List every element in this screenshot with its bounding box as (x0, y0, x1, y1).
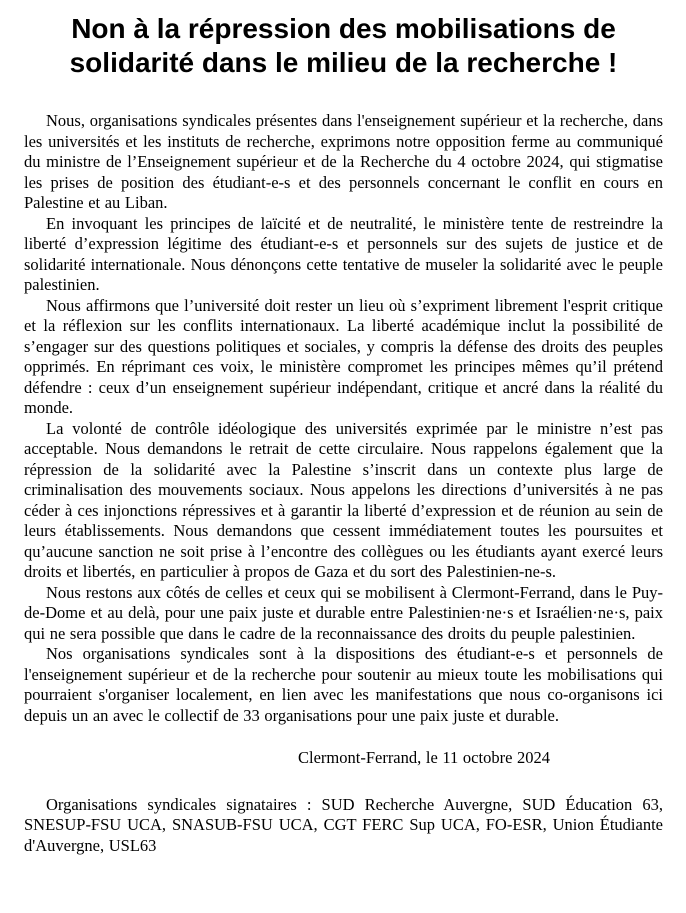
signatories-paragraph: Organisations syndicales signataires : SUD Recherche Auvergne, SUD Éducation 63, SNESUP-FSU UCA, SNASUB-FSU UCA, CGT FERC Sup UCA, FO-ESR, Union Étudiante d'Auvergne, USL63 (24, 794, 663, 855)
document-body (24, 111, 663, 856)
statement-paragraph-1: Nous, organisations syndicales présentes dans l'enseignement supérieur et la recherche, dans les universités et les instituts de recherche, exprimons notre opposition ferme au communiqué du ministre de l’Enseignement supérieur et de la Recherche du 4 octobre 2024, qui stigmatise les prises de position des étudiant-e-s et des personnels concernant le conflit en cours en Palestine et au Liban. (24, 111, 663, 212)
statement-paragraph-6: Nos organisations syndicales sont à la dispositions des étudiant-e-s et personnels de l'enseignement supérieur et de la recherche pour soutenir au mieux toute les mobilisations qui pourraient s'organiser localement, en lien avec les manifestations que nous co-organisons ici depuis un an avec le collectif de 33 organisations pour une paix juste et durable. (24, 644, 663, 725)
statement-paragraph-2: En invoquant les principes de laïcité et de neutralité, le ministère tente de restreindre la liberté d’expression légitime des étudiant-e-s et personnels sur des sujets de justice et de solidarité internationale. Nous dénonçons cette tentative de museler la solidarité avec le peuple palestinien. (24, 213, 663, 294)
statement-paragraph-5: Nous restons aux côtés de celles et ceux qui se mobilisent à Clermont-Ferrand, dans le Puy-de-Dome et au delà, pour une paix juste et durable entre Palestinien·ne·s et Israélien·ne·s, paix qui ne sera possible que dans le cadre de la reconnaissance des droits du peuple palestinien. (24, 582, 663, 643)
document-title: Non à la répression des mobilisations de solidarité dans le milieu de la recherche ! (69, 13, 618, 78)
dateline: Clermont-Ferrand, le 11 octobre 2024 (298, 748, 551, 767)
statement-paragraph-3: Nous affirmons que l’université doit rester un lieu où s’expriment librement l'esprit critique et la réflexion sur les conflits internationaux. La liberté académique inclut la possibilité de s’engager sur des questions politiques et sociales, y compris la défense des droits des peuples opprimés. En réprimant ces voix, le ministère compromet les principes mêmes qu’il prétend défendre : ceux d’un enseignement supérieur indépendant, critique et ancré dans la réalité du monde. (24, 295, 663, 417)
statement-paragraph-4: La volonté de contrôle idéologique des universités exprimée par le ministre n’est pas acceptable. Nous demandons le retrait de cette circulaire. Nous rappelons également que la répression de la solidarité avec la Palestine s’inscrit dans un contexte plus large de criminalisation des mouvements sociaux. Nous appelons les directions d’universités à ne pas céder à ces injonctions répressives et à garantir la liberté d’expression et de réunion au sein de leurs établissements. Nous demandons que cessent immédiatement toutes les poursuites et qu’aucune sanction ne soit prise à l’encontre des collègues ou les étudiants ayant exercé leurs droits et libertés, en particulier à propos de Gaza et du sort des Palestinien-ne-s. (24, 418, 663, 581)
